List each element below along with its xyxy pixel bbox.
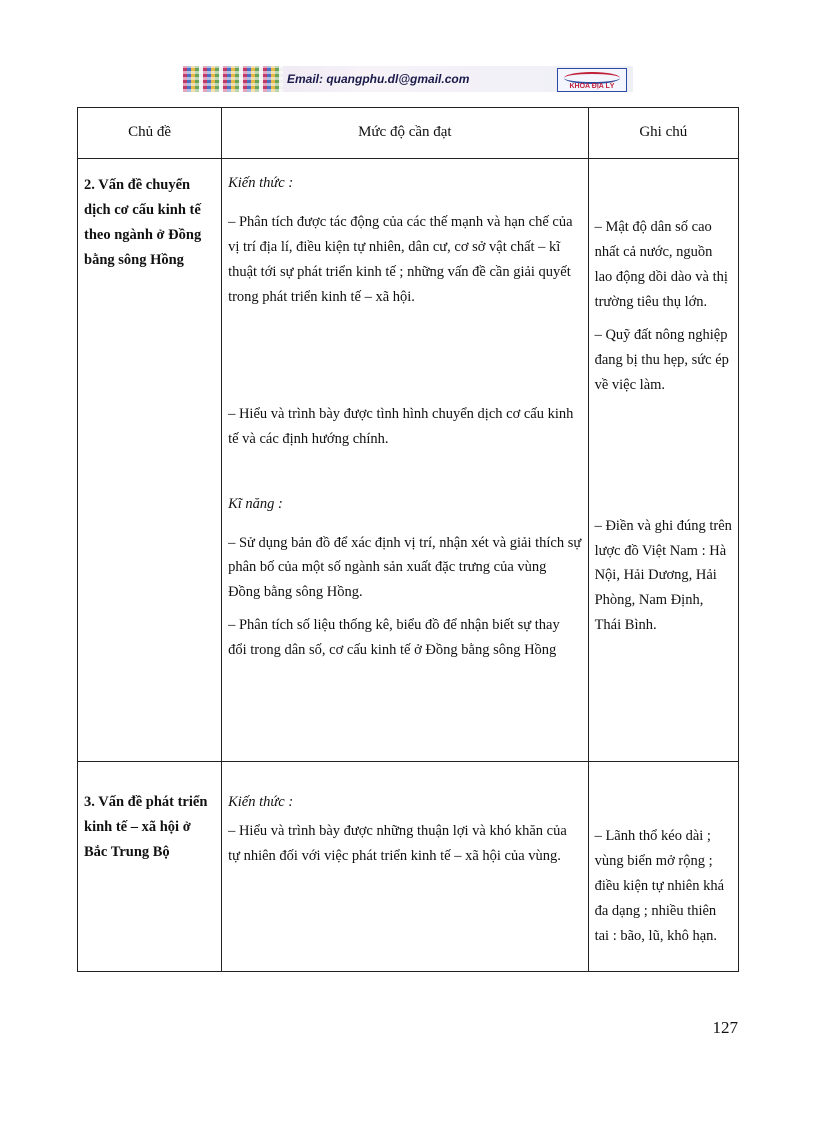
curriculum-table [77,107,739,972]
row-notes [588,762,738,972]
banner-logo [557,68,627,92]
header-notes: Ghi chú [588,108,738,159]
page-number: 127 [712,1018,738,1037]
banner-email: Email: quangphu.dl@gmail.com [287,72,470,86]
skills-item: – Phân tích số liệu thống kê, biểu đồ để nhận biết sự thay đổi trong dân số, cơ cấu kinh tế ở Đồng bằng sông Hồng [228,617,560,659]
row-topic: 2. Vấn đề chuyển dịch cơ cấu kinh tế theo ngành ở Đồng bằng sông Hồng [78,159,222,762]
skills-label: Kĩ năng : [228,495,283,512]
header-banner [183,66,633,92]
row-notes [588,159,738,762]
note-item: – Quỹ đất nông nghiệp đang bị thu hẹp, sức ép về việc làm. [594,326,729,393]
table-header-row [78,108,739,159]
row-requirements [222,159,589,762]
note-item: – Điền và ghi đúng trên lược đồ Việt Nam : Hà Nội, Hải Dương, Hải Phòng, Nam Định, Thái Bình. [594,517,732,634]
header-topic: Chủ đề [78,108,222,159]
skills-item: – Sử dụng bản đồ để xác định vị trí, nhận xét và giải thích sự phân bố của một số ngành sản xuất đặc trưng của vùng Đồng bằng sông Hồng. [228,534,582,601]
note-item: – Mật độ dân số cao nhất cả nước, nguồn lao động dồi dào và thị trường tiêu thụ lớn. [594,219,728,310]
note-item: – Lãnh thổ kéo dài ; vùng biển mở rộng ; điều kiện tự nhiên khá đa dạng ; nhiều thiên tai : bão, lũ, khô hạn. [594,828,725,944]
knowledge-item: – Hiểu và trình bày được những thuận lợi và khó khăn của tự nhiên đối với việc phát triển kinh tế – xã hội của vùng. [228,822,567,864]
row-topic: 3. Vấn đề phát triển kinh tế – xã hội ở Bắc Trung Bộ [78,762,222,972]
knowledge-item: – Hiểu và trình bày được tình hình chuyển dịch cơ cấu kinh tế và các định hướng chính. [228,405,574,447]
table-row [78,762,739,972]
banner-image [183,66,283,92]
banner-logo-text: KHOA ĐỊA LÝ [569,83,615,90]
knowledge-item: – Phân tích được tác động của các thế mạnh và hạn chế của vị trí địa lí, điều kiện tự nhiên, dân cư, cơ sở vật chất – kĩ thuật tới sự phát triển kinh tế ; những vấn đề cần giải quyết trong phát triển kinh tế – xã hội. [228,213,573,305]
row-requirements [222,762,589,972]
header-requirements: Mức độ cần đạt [222,108,589,159]
knowledge-label: Kiến thức : [228,794,294,810]
knowledge-label: Kiến thức : [228,175,294,191]
table-row [78,159,739,762]
